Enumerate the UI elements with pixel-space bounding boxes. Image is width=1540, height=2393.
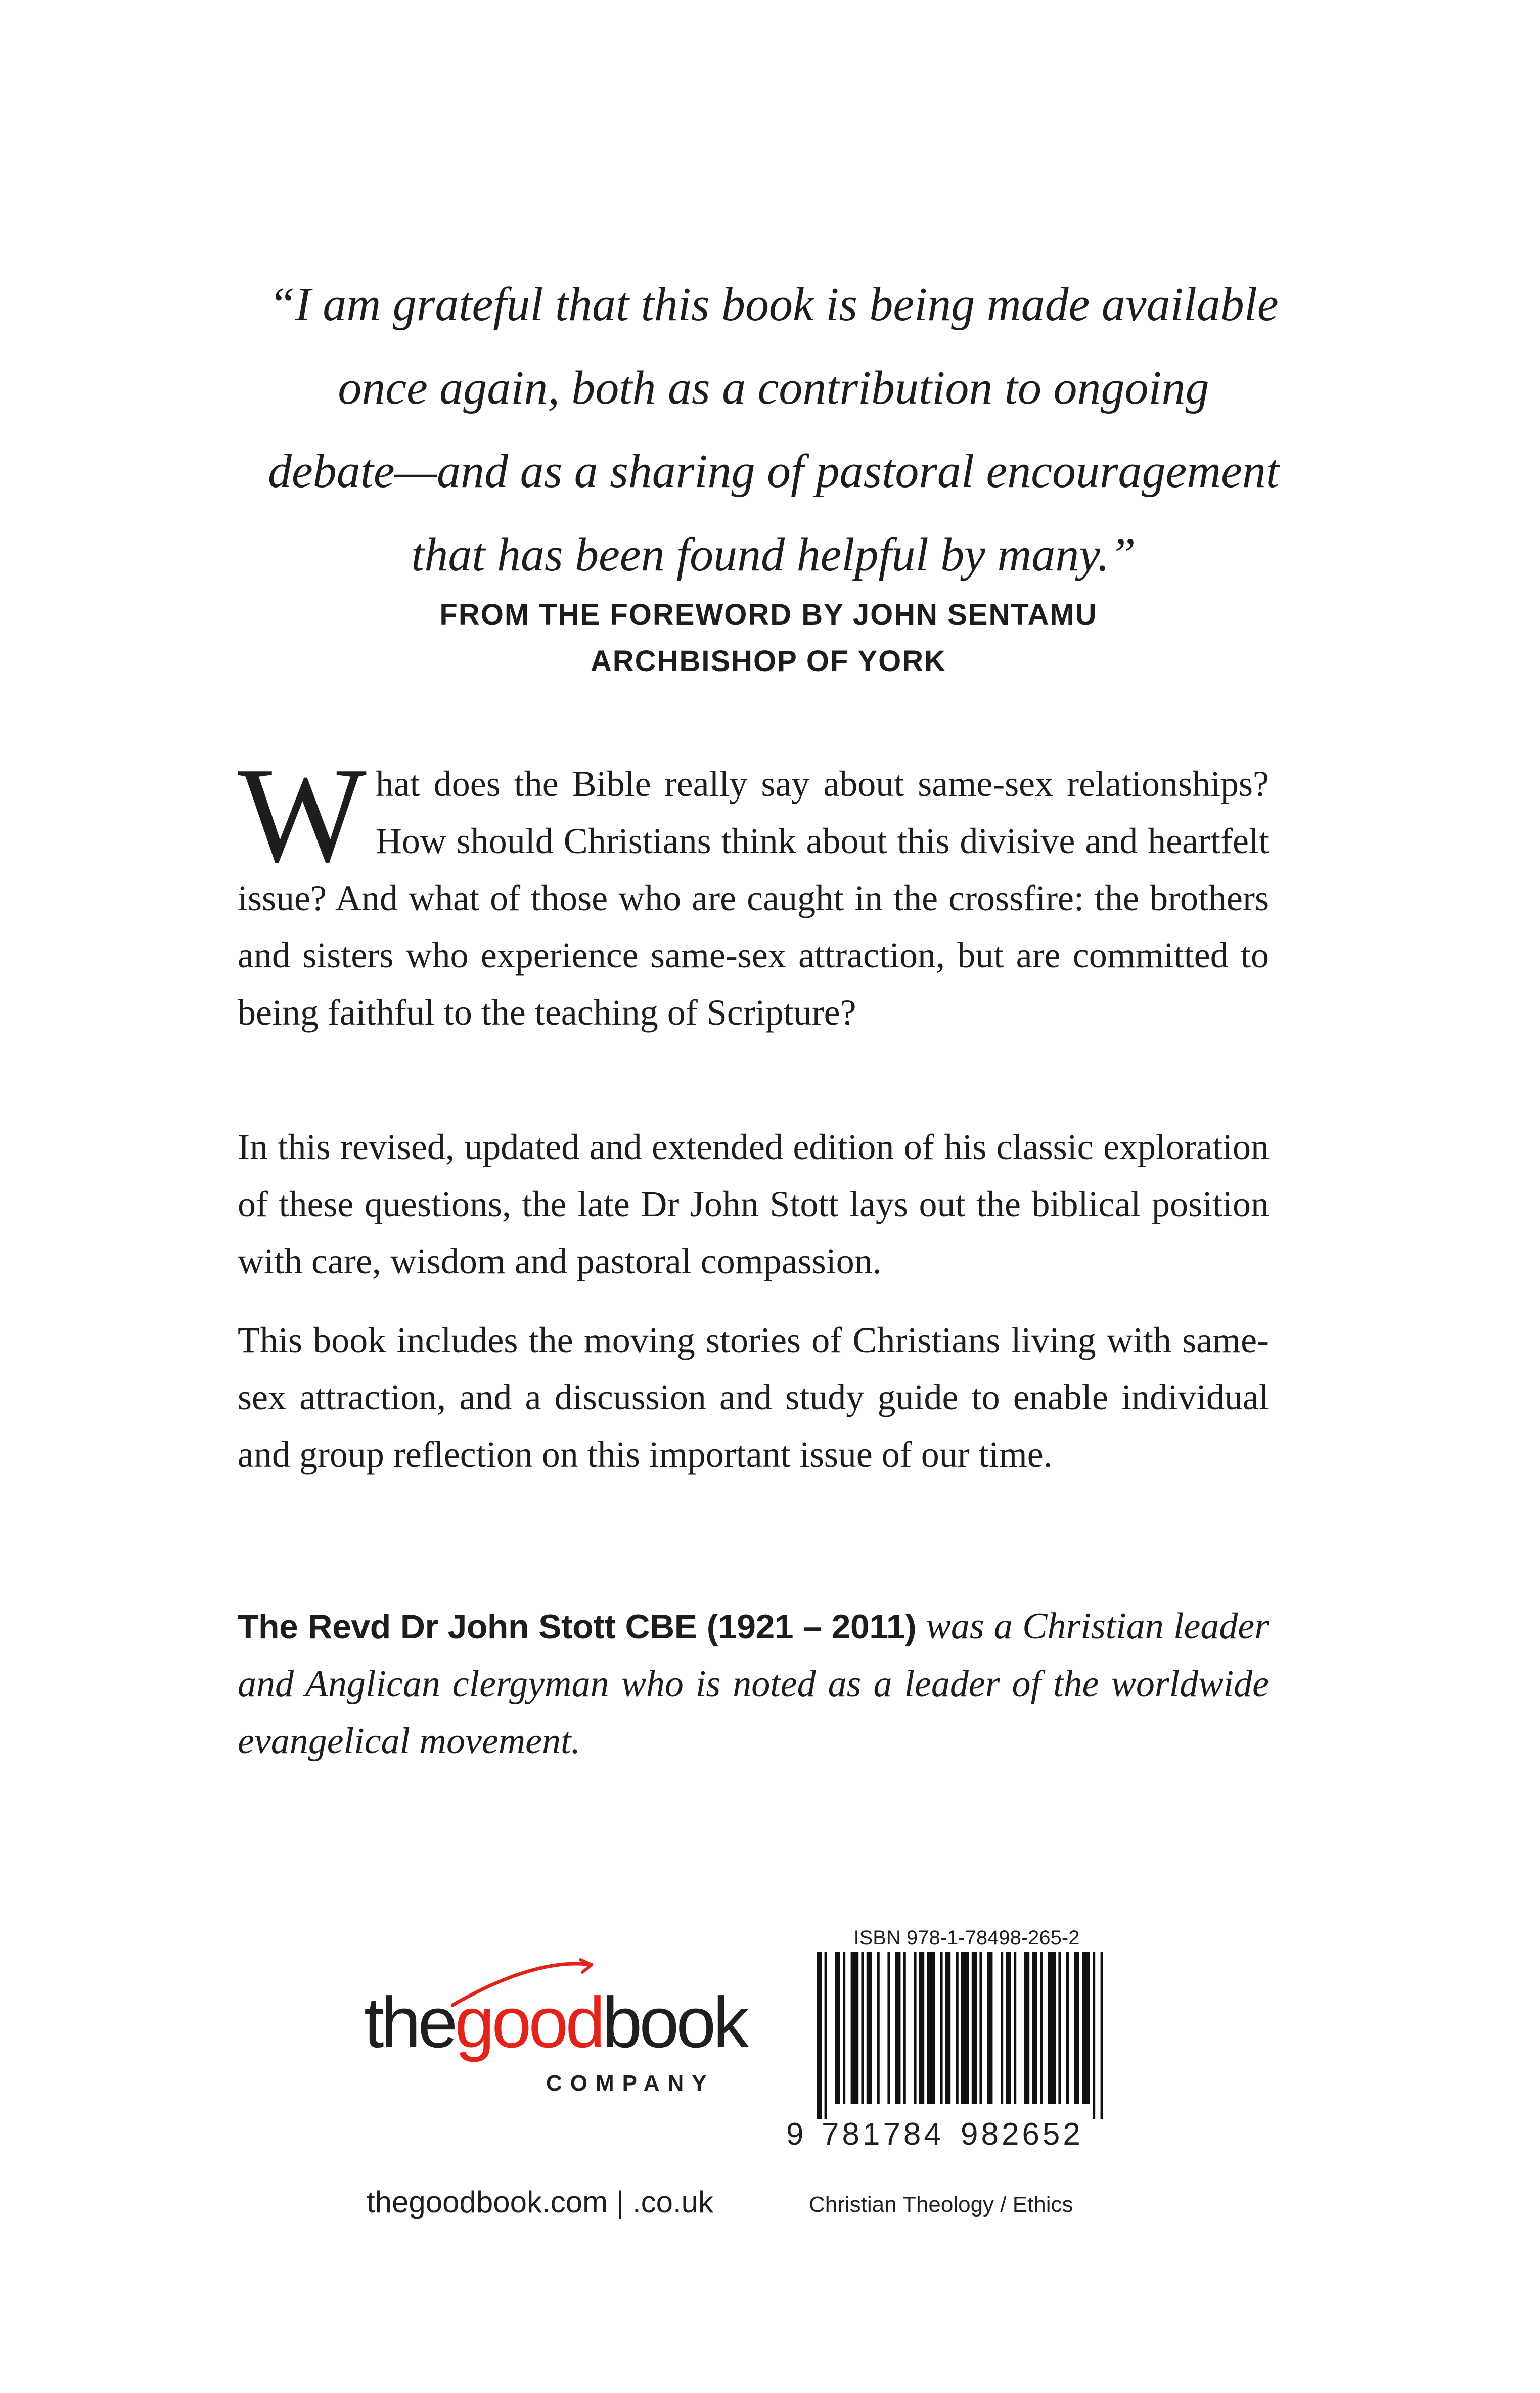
publisher-logo bbox=[354, 1952, 758, 2104]
barcode-bar bbox=[979, 1952, 982, 2104]
barcode-bar bbox=[1048, 1952, 1056, 2104]
barcode-bar bbox=[1006, 1952, 1011, 2104]
barcode-bar bbox=[1074, 1952, 1079, 2104]
description-paragraph-1 bbox=[238, 739, 1269, 1041]
barcode-bar bbox=[1040, 1952, 1043, 2104]
author-name: The Revd Dr John Stott CBE (1921 – 2011) bbox=[238, 1608, 917, 1646]
barcode-bar bbox=[843, 1952, 845, 2104]
logo-company: COMPANY bbox=[546, 2071, 715, 2096]
barcode-bar bbox=[851, 1952, 859, 2104]
quote-line: once again, both as a contribution to ongoing bbox=[338, 362, 1209, 414]
quote-line: debate—and as a sharing of pastoral encouragement bbox=[268, 445, 1279, 498]
drop-cap: W bbox=[238, 739, 367, 891]
barcode-bar bbox=[1101, 1952, 1103, 2119]
barcode-bar bbox=[1093, 1952, 1095, 2119]
logo-the: the bbox=[364, 1982, 455, 2063]
barcode-digits-right: 982652 bbox=[961, 2117, 1083, 2152]
barcode-bar bbox=[861, 1952, 864, 2104]
barcode-bar bbox=[1014, 1952, 1016, 2104]
barcode-bar bbox=[835, 1952, 840, 2104]
barcode-bar bbox=[919, 1952, 924, 2104]
barcode-bar bbox=[887, 1952, 890, 2104]
barcode-bar bbox=[1032, 1952, 1037, 2104]
barcode-bar bbox=[903, 1952, 906, 2104]
barcode-digits-left: 781784 bbox=[822, 2117, 944, 2152]
barcode-bar bbox=[940, 1952, 942, 2104]
barcode-bar bbox=[1001, 1952, 1003, 2104]
barcode-digit-first: 9 bbox=[786, 2117, 804, 2152]
attribution-line-2: ARCHBISHOP OF YORK bbox=[590, 645, 947, 678]
book-category: Christian Theology / Ethics bbox=[809, 2192, 1073, 2217]
barcode-bar bbox=[895, 1952, 900, 2104]
publisher-url: thegoodbook.com | .co.uk bbox=[367, 2185, 714, 2219]
barcode-bar bbox=[961, 1952, 969, 2104]
barcode-bar bbox=[1066, 1952, 1069, 2104]
isbn-label: ISBN 978-1-78498-265-2 bbox=[853, 1927, 1080, 1949]
barcode-bar bbox=[1082, 1952, 1090, 2104]
barcode-bar bbox=[1058, 1952, 1061, 2104]
logo-book: book bbox=[602, 1982, 746, 2063]
barcode-bar bbox=[914, 1952, 916, 2104]
barcode-bar bbox=[972, 1952, 977, 2104]
quote-line: “I am grateful that this book is being made available bbox=[268, 278, 1279, 331]
barcode-bar bbox=[945, 1952, 950, 2104]
attribution-line-1: FROM THE FOREWORD BY JOHN SENTAMU bbox=[439, 598, 1098, 631]
barcode-bar bbox=[825, 1952, 827, 2119]
quote-line: that has been found helpful by many.” bbox=[411, 528, 1136, 581]
author-bio bbox=[238, 1598, 1269, 1770]
barcode-bar bbox=[927, 1952, 935, 2104]
foreword-quote bbox=[222, 263, 1325, 597]
description-paragraph-3: This book includes the moving stories of Christians living with same-sex attraction, and a discussion and study guide to enable individual and group reflection on this important issue of our time. bbox=[238, 1320, 1269, 1475]
logo-wordmark bbox=[364, 1982, 746, 2063]
description-paragraph-2: In this revised, updated and extended edition of his classic exploration of these questions, the late Dr John Stott lays out the biblical position with care, wisdom and pastoral compassion. bbox=[238, 1127, 1269, 1281]
quote-attribution bbox=[273, 592, 1264, 685]
barcode-bar bbox=[867, 1952, 872, 2104]
barcode-bar bbox=[987, 1952, 992, 2104]
paragraph-text: hat does the Bible really say about same-sex relationships? How should Christians think about this divisive and heartfelt issue? And what of those who are caught in the crossfire: the brothers and sisters who experience same-sex attraction, but are committed to being faithful to the teaching of Scripture? bbox=[238, 764, 1269, 1033]
author-description: was a Christian leader and Anglican clergyman who is noted as a leader of the worldwide evangelical movement. bbox=[238, 1606, 1269, 1762]
logo-good: good bbox=[455, 1982, 603, 2063]
barcode-bar bbox=[817, 1952, 822, 2119]
barcode-bar bbox=[956, 1952, 959, 2104]
barcode-icon bbox=[786, 1952, 1110, 2119]
barcode-bar bbox=[1024, 1952, 1029, 2104]
barcode-bar bbox=[877, 1952, 880, 2104]
